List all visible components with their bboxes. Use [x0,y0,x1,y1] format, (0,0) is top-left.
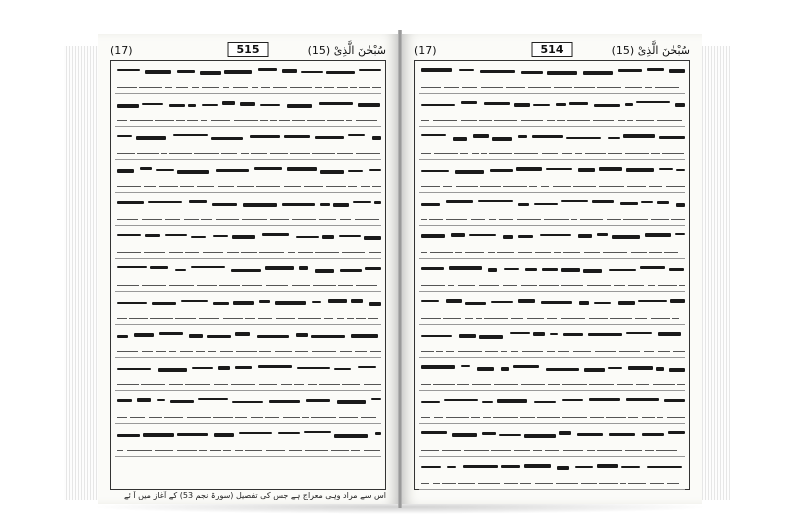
arabic-verse-line [115,94,381,115]
urdu-translation-line [419,214,685,226]
arabic-verse-line [115,193,381,214]
urdu-translation-line [115,346,381,358]
arabic-verse-line [419,457,685,478]
arabic-verse-line [115,358,381,379]
footnote: اس سے مراد وہی معراج ہے جس کی تفصیل (سورۃ نجم 53) کے آغاز میں آ ئے [123,491,386,500]
right-surah-label: سُبْحٰنَ الَّذِیْ (15) [611,44,690,57]
urdu-translation-line [419,478,685,490]
urdu-translation-line [419,247,685,259]
arabic-verse-line [115,424,381,445]
arabic-verse-line [419,292,685,313]
urdu-translation-line [419,82,685,94]
urdu-translation-line [115,280,381,292]
arabic-verse-line [419,193,685,214]
urdu-translation-line [115,181,381,193]
arabic-verse-line [419,325,685,346]
left-surah-label: سُبْحٰنَ الَّذِیْ (15) [307,44,386,57]
arabic-verse-line [115,61,381,82]
right-page-edges [700,46,730,500]
arabic-verse-line [419,127,685,148]
left-text-block [110,60,386,490]
arabic-verse-line [115,259,381,280]
urdu-translation-line [115,247,381,259]
arabic-verse-line [419,160,685,181]
urdu-translation-line [419,115,685,127]
urdu-translation-line [115,445,381,457]
arabic-verse-line [115,292,381,313]
urdu-translation-line [115,313,381,325]
urdu-translation-line [419,346,685,358]
arabic-verse-line [419,226,685,247]
urdu-translation-line [115,82,381,94]
arabic-verse-line [419,424,685,445]
arabic-verse-line [419,358,685,379]
urdu-translation-line [115,148,381,160]
right-juz-label: (17) [414,44,437,57]
urdu-translation-line [419,379,685,391]
arabic-verse-line [115,226,381,247]
arabic-verse-line [115,391,381,412]
urdu-translation-line [419,148,685,160]
urdu-translation-line [419,445,685,457]
urdu-translation-line [419,313,685,325]
arabic-verse-line [419,391,685,412]
arabic-verse-line [419,259,685,280]
right-text-block [414,60,690,490]
left-page [98,34,398,504]
right-page [402,34,702,504]
right-page-header [414,42,690,60]
urdu-translation-line [115,115,381,127]
arabic-verse-line [115,160,381,181]
arabic-verse-line [115,325,381,346]
left-page-number: 515 [228,42,269,57]
urdu-translation-line [419,412,685,424]
urdu-translation-line [115,379,381,391]
arabic-verse-line [115,127,381,148]
left-page-edges [64,46,100,500]
left-juz-label: (17) [110,44,133,57]
urdu-translation-line [115,214,381,226]
arabic-verse-line [419,61,685,82]
urdu-translation-line [419,280,685,292]
urdu-translation-line [419,181,685,193]
left-page-header [110,42,386,60]
urdu-translation-line [115,412,381,424]
right-page-number: 514 [532,42,573,57]
arabic-verse-line [419,94,685,115]
